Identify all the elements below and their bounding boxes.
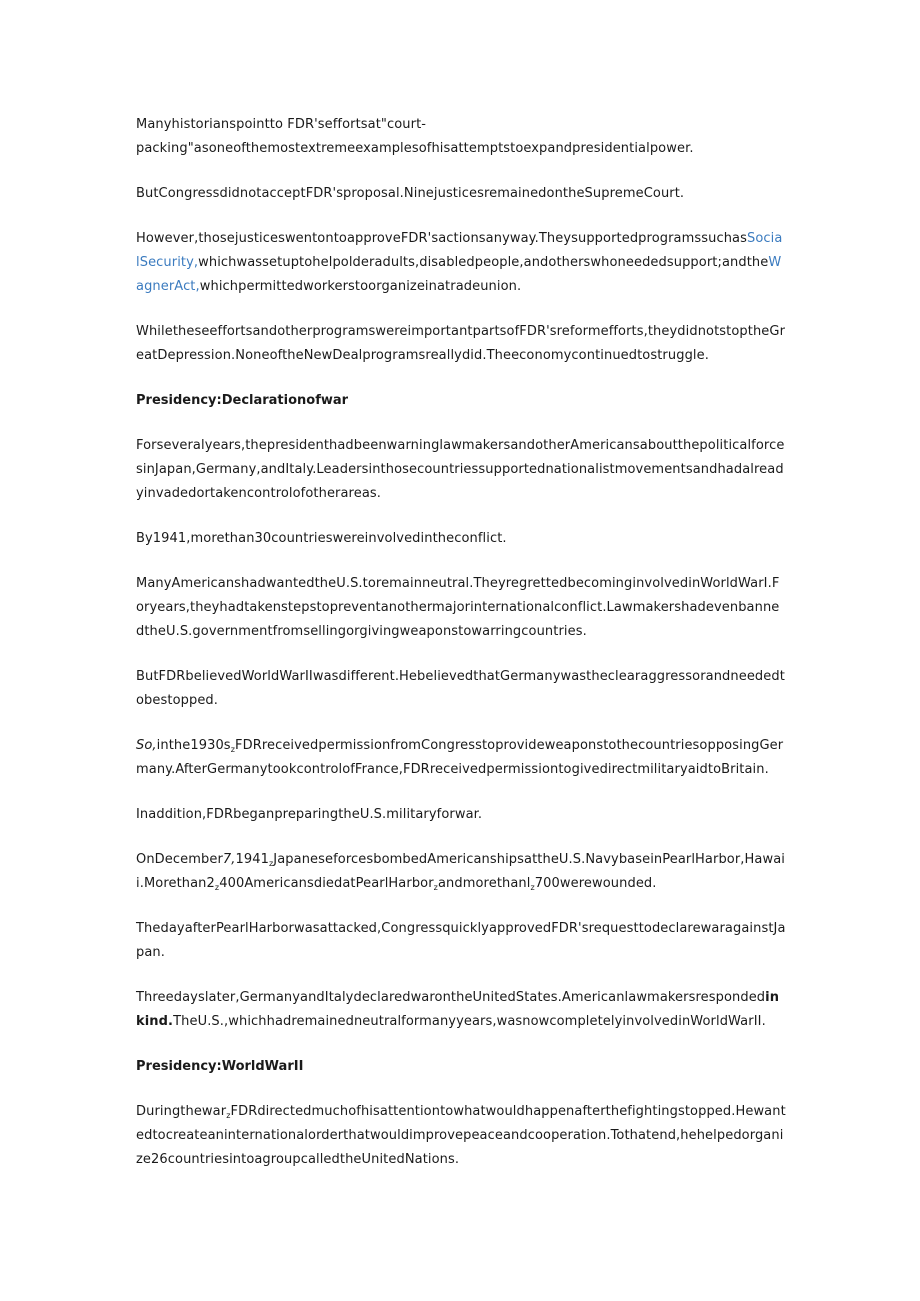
paragraph-text: ManyAmericanshadwantedtheU.S.toremainneutral.TheyregrettedbecominginvolvedinWorldWarI.Foryears,theyhadtakenstepstopreventanothermajorinternationalconflict.LawmakershadevenbannedtheU.S.governmentfromsellingorgivingweaponstowarringcountries. xyxy=(136,576,780,639)
paragraph-text: 1941 xyxy=(235,852,269,867)
paragraph-text: inthe1930s xyxy=(156,738,231,753)
paragraph-text: whichpermittedworkerstoorganizeinatradeunion. xyxy=(199,279,522,294)
paragraph-weapons-permission xyxy=(136,734,786,782)
document-page xyxy=(136,113,786,1193)
paragraph-text: inkind. xyxy=(136,990,780,1029)
paragraph-text: TheU.S.,whichhadremainedneutralformanyyears,wasnowcompletelyinvolvedinWorldWarII. xyxy=(173,1014,766,1029)
paragraph-text: By1941,morethan30countrieswereinvolvedintheconflict. xyxy=(136,531,507,546)
paragraph-germany-italy xyxy=(136,986,786,1034)
wagner-act-link[interactable]: WagnerAct, xyxy=(136,255,782,294)
paragraph-text: FDRreceivedpermissionfromCongresstoprovideweaponstothecountriesopposingGermany.AfterGermanytookcontrolofFrance,FDRreceivedpermissiontogivedirectmilitaryaidtoBritain. xyxy=(136,738,784,777)
paragraph-text: 400AmericansdiedatPearlHarbor xyxy=(219,876,434,891)
paragraph-countries-involved xyxy=(136,527,786,551)
paragraph-text: WhiletheseeffortsandotherprogramswereimportantpartsofFDR'sreformefforts,theydidnotstoptheGreatDepression.NoneoftheNewDealprogramsreallydid.Theeconomycontinuedtostruggle. xyxy=(136,324,786,363)
paragraph-subscript: z xyxy=(433,883,438,892)
social-security-link[interactable]: SocialSecurity, xyxy=(136,231,783,270)
paragraph-text: JapaneseforcesbombedAmericanshipsattheU.S.NavybaseinPearlHarbor,Hawaii.Morethan2 xyxy=(136,852,785,891)
paragraph-text: So, xyxy=(136,738,157,753)
paragraph-subscript: z xyxy=(226,1111,231,1120)
paragraph-ww2-different xyxy=(136,665,786,713)
paragraph-text: Inaddition,FDRbeganpreparingtheU.S.militaryforwar. xyxy=(136,807,483,822)
paragraph-subscript: z xyxy=(230,745,235,754)
paragraph-text: ButFDRbelievedWorldWarIIwasdifferent.HebelievedthatGermanywastheclearaggressorandneededtobestopped. xyxy=(136,669,785,708)
paragraph-text: 700werewounded. xyxy=(534,876,657,891)
paragraph-congress-rejection xyxy=(136,182,786,206)
paragraph-text: ButCongressdidnotacceptFDR'sproposal.NinejusticesremainedontheSupremeCourt. xyxy=(136,186,685,201)
paragraph-text: ThedayafterPearlHarborwasattacked,CongressquicklyapprovedFDR'srequesttodeclarewaragainstJapan. xyxy=(136,921,786,960)
paragraph-united-nations xyxy=(136,1100,786,1172)
section-heading-declaration-of-war: Presidency:Declarationofwar xyxy=(136,393,349,408)
paragraph-great-depression xyxy=(136,320,786,368)
paragraph-text: Duringthewar xyxy=(136,1104,227,1119)
paragraph-military-prep xyxy=(136,803,786,827)
paragraph-justices-approval xyxy=(136,227,786,299)
paragraph-text: Threedayslater,GermanyandItalydeclaredwarontheUnitedStates.Americanlawmakersresponded xyxy=(136,990,766,1005)
paragraph-text: Manyhistorianspointto FDR'seffortsat"court-packing"asoneofthemostextremeexamplesofhisattemptstoexpandpresidentialpower. xyxy=(136,117,694,156)
paragraph-text: andmorethanl xyxy=(437,876,531,891)
paragraph-text: OnDecember xyxy=(136,852,223,867)
paragraph-text: whichwassetuptohelpolderadults,disabledpeople,andotherswhoneededsupport;andthe xyxy=(198,255,769,270)
paragraph-subscript: z xyxy=(530,883,535,892)
paragraph-subscript: z xyxy=(268,859,274,868)
paragraph-text: Forseveralyears,thepresidenthadbeenwarninglawmakersandotherAmericansaboutthepoliticalforcesinJapan,Germany,andItaly.Leadersinthosecountriessupportednationalistmovementsandhadalreadyinvadedortakencontrolofotherareas. xyxy=(136,438,785,501)
paragraph-neutrality xyxy=(136,572,786,644)
paragraph-text: 7, xyxy=(222,852,236,867)
paragraph-text: However,thosejusticeswentontoapproveFDR'sactionsanyway.Theysupportedprogramssuchas xyxy=(136,231,747,246)
paragraph-court-packing xyxy=(136,113,786,161)
paragraph-warning-lawmakers xyxy=(136,434,786,506)
paragraph-pearl-harbor xyxy=(136,848,786,896)
paragraph-subscript: z xyxy=(214,883,220,892)
paragraph-declare-war-japan xyxy=(136,917,786,965)
section-heading-world-war-ii: Presidency:WorldWarII xyxy=(136,1059,304,1074)
paragraph-text: FDRdirectedmuchofhisattentiontowhatwouldhappenafterthefightingstopped.Hewantedtocreateaninternationalorderthatwouldimprovepeaceandcooperation.Tothatend,hehelpedorganize26countriesintoagroupcalledtheUnitedNations. xyxy=(136,1104,786,1167)
